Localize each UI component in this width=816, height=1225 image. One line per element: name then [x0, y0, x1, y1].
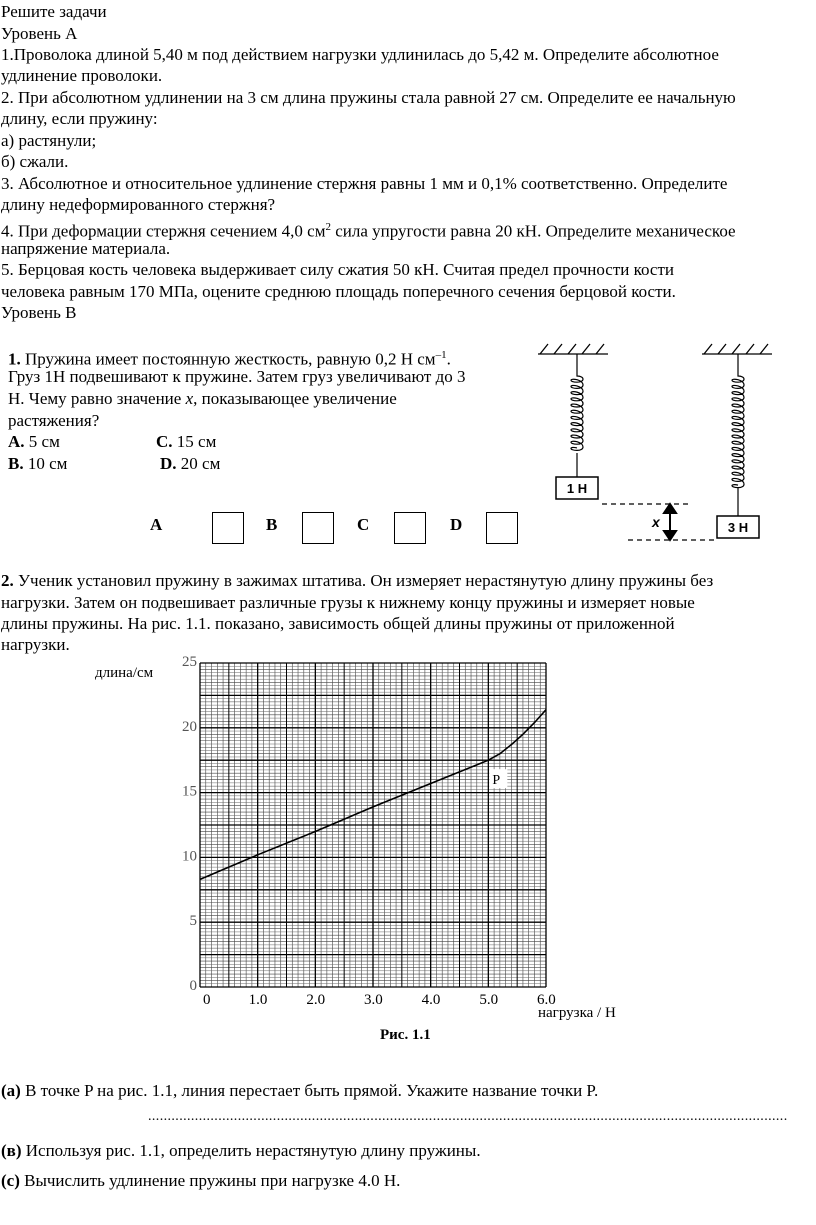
x-axis-label: нагрузка / Н	[538, 1005, 616, 1021]
answer-label-d: D	[450, 515, 463, 534]
y-tick-label: 20	[182, 718, 197, 735]
weight-1n-label: 1 Н	[566, 481, 588, 496]
answer-label-b: B	[266, 515, 278, 534]
answer-box-b[interactable]	[302, 512, 334, 544]
ceiling-left	[538, 344, 608, 354]
option-a	[8, 432, 60, 452]
problem-a4-line1	[1, 217, 736, 242]
question-b-label: (в)	[1, 1141, 22, 1160]
x-label: x	[652, 514, 660, 530]
superscript: –1	[435, 349, 447, 361]
y-tick-label: 25	[182, 654, 197, 670]
option-c	[156, 432, 216, 452]
problem-b2-text1: Ученик установил пружину в зажимах штатива. Он измеряет нерастянутую длину пружины без	[13, 571, 714, 590]
spring-length-chart	[80, 650, 660, 1045]
x-tick-labels	[203, 992, 556, 1008]
question-b-text: Используя рис. 1.1, определить нерастянутую длину пружины.	[21, 1141, 481, 1160]
problem-b1-line4: растяжения?	[8, 411, 100, 430]
problem-a2-option-a: а) растянули;	[1, 131, 97, 150]
answer-box-c[interactable]	[394, 512, 426, 544]
problem-b2-line2: нагрузки. Затем он подвешивает различные грузы к нижнему концу пружины и измеряет новые	[1, 593, 695, 612]
option-b	[8, 454, 67, 474]
x-tick-label: 6.0	[537, 992, 556, 1008]
problem-b2-line1	[1, 571, 713, 591]
problem-a1-line2: удлинение проволоки.	[1, 66, 163, 85]
question-c-label: (c)	[1, 1171, 20, 1190]
problem-a2-line2: длину, если пружину:	[1, 109, 158, 128]
level-b-heading: Уровень В	[1, 303, 77, 322]
problem-b1-text1: Пружина имеет постоянную жесткость, равную 0,2 Н см	[20, 349, 436, 369]
option-a-text: 5 см	[24, 432, 60, 451]
option-d	[160, 454, 220, 474]
problem-b2-line4: нагрузки.	[1, 635, 70, 654]
figure-caption: Рис. 1.1	[380, 1027, 431, 1043]
option-b-letter: B.	[8, 454, 24, 473]
problem-b1-text3b: , показывающее увеличение	[193, 389, 397, 408]
answer-box-d[interactable]	[486, 512, 518, 544]
problem-a5-line1: 5. Берцовая кость человека выдерживает силу сжатия 50 кН. Считая предел прочности кости	[1, 260, 674, 279]
problem-a3-line2: длину недеформированного стержня?	[1, 195, 276, 214]
question-c	[1, 1171, 400, 1191]
answer-box-a[interactable]	[212, 512, 244, 544]
problem-b1-text3a: Н. Чему равно значение	[8, 389, 186, 408]
weight-3n-label: 3 Н	[727, 520, 749, 535]
variable-x: x	[185, 389, 194, 408]
question-a	[1, 1081, 598, 1101]
spring-left	[571, 354, 583, 477]
y-tick-labels	[182, 654, 197, 994]
level-a-heading: Уровень А	[1, 24, 78, 43]
option-c-letter: C.	[156, 432, 173, 451]
option-a-letter: A.	[8, 432, 25, 451]
question-a-label: (a)	[1, 1081, 21, 1100]
x-tick-label: 4.0	[421, 992, 441, 1008]
answer-line-dots[interactable]: ....................................................................................................................................................................	[148, 1109, 788, 1124]
y-tick-label: 0	[189, 978, 197, 994]
option-d-letter: D.	[160, 454, 177, 473]
question-c-text: Вычислить удлинение пружины при нагрузке 4.0 Н.	[19, 1171, 401, 1190]
question-b	[1, 1141, 481, 1161]
problem-a4-text-start: 4. При деформации стержня сечением 4,0 см	[1, 221, 326, 241]
problem-b1-line1	[8, 345, 451, 370]
y-axis-label: длина/см	[95, 665, 154, 681]
y-tick-label: 10	[182, 848, 197, 865]
problem-a4-text-end: сила упругости равна 20 кН. Определите механическое	[330, 221, 736, 241]
x-tick-label: 1.0	[248, 992, 268, 1008]
problem-b1-text1-end: .	[446, 349, 451, 369]
problem-b1-line3	[8, 389, 397, 409]
ceiling-right	[702, 344, 772, 354]
spring-right	[732, 354, 744, 516]
problem-a2-line1: 2. При абсолютном удлинении на 3 см длина пружины стала равной 27 см. Определите ее начальную	[1, 88, 736, 107]
option-c-text: 15 см	[172, 432, 217, 451]
answer-label-c: C	[357, 515, 370, 534]
problem-b2-line3: длины пружины. На рис. 1.1. показано, зависимость общей длины пружины от приложенной	[1, 614, 675, 633]
option-d-text: 20 см	[176, 454, 221, 473]
problem-a4-line2: напряжение материала.	[1, 239, 171, 258]
point-p-label: P	[492, 773, 501, 789]
x-tick-label: 3.0	[364, 992, 383, 1008]
y-tick-label: 5	[189, 913, 197, 930]
question-a-text: В точке P на рис. 1.1, линия перестает быть прямой. Укажите название точки P.	[20, 1081, 599, 1100]
x-tick-label: 5.0	[479, 992, 499, 1008]
problem-a5-line2: человека равным 170 МПа, оцените среднюю площадь поперечного сечения берцовой кости.	[1, 282, 676, 301]
option-b-text: 10 см	[23, 454, 68, 473]
problem-b1-line2: Груз 1Н подвешивают к пружине. Затем груз увеличивают до 3	[8, 367, 466, 386]
spring-diagram	[530, 338, 816, 548]
x-double-arrow	[664, 504, 676, 540]
problem-b1-number: 1.	[8, 349, 21, 369]
x-tick-label: 0	[203, 992, 211, 1008]
problem-a3-line1: 3. Абсолютное и относительное удлинение стержня равны 1 мм и 0,1% соответственно. Определите	[1, 174, 728, 193]
y-tick-label: 15	[182, 783, 197, 800]
page-title: Решите задачи	[1, 2, 107, 21]
superscript: 2	[325, 221, 331, 233]
x-tick-label: 2.0	[306, 992, 326, 1008]
answer-label-a: A	[150, 515, 163, 534]
problem-b2-number: 2.	[1, 571, 14, 590]
problem-a2-option-b: б) сжали.	[1, 152, 69, 171]
problem-a1-line1: 1.Проволока длиной 5,40 м под действием нагрузки удлинилась до 5,42 м. Определите абсолютное	[1, 45, 719, 64]
